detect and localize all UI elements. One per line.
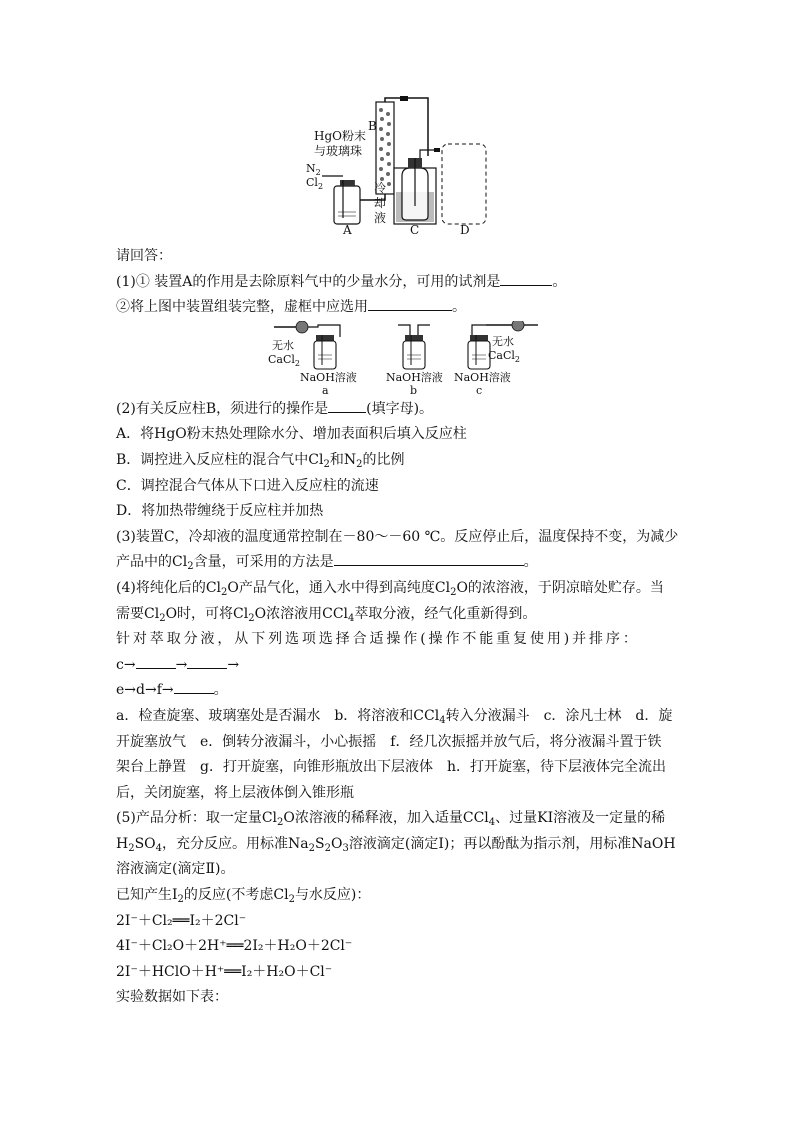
q2: (2)有关反应柱B，须进行的操作是 (填字母)。: [116, 397, 686, 423]
apparatus-diagram: [296, 96, 496, 236]
q4-line2: 需要$Cl_2O$时，可将$Cl_2O$浓溶液用CCl$_4$萃取分液，经气化重新得到。: [116, 605, 537, 624]
label-hgo-2: 与玻璃珠: [314, 144, 363, 158]
anhydrous-left-1: 无水: [272, 338, 294, 352]
q4-options-line3: 架台上静置 g．打开旋塞，向锥形瓶放出下层液体 h．打开旋塞，待下层液体完全流出: [116, 759, 666, 776]
answer-blank[interactable]: [368, 296, 452, 311]
label-c: c: [476, 383, 483, 397]
answer-blank[interactable]: [328, 398, 366, 413]
label-cool-3: 液: [374, 211, 387, 225]
naoh-c: NaOH溶液: [454, 370, 511, 384]
naoh-b: NaOH溶液: [386, 370, 443, 384]
q5-line1: (5)产品分析：取一定量$Cl_2O$浓溶液的稀释液，加入适量CCl$_4$、过量KI溶液及一定量的稀: [116, 810, 666, 829]
anhydrous-left-2: CaCl$_2$: [268, 352, 301, 368]
options-diagram: [266, 321, 566, 397]
answer-blank[interactable]: [174, 679, 214, 694]
answer-blank[interactable]: [500, 271, 552, 286]
q4-sequence-1: c→ → →: [116, 653, 686, 679]
label-a: A: [343, 223, 352, 236]
apparatus-figure: [296, 96, 496, 236]
known-reactions-intro: 已知产生$I_2$的反应(不考虑$Cl_2$与水反应)：: [116, 887, 371, 906]
answer-blank[interactable]: [187, 654, 227, 669]
options-figure: [116, 321, 686, 397]
q2-option-b: B．调控进入反应柱的混合气中$Cl_2$和$N_2$的比例: [116, 451, 405, 470]
label-n2: $N_2$: [306, 162, 321, 177]
label-cl2: $Cl_2$: [306, 176, 324, 191]
label-b: b: [410, 383, 418, 397]
q4-options-line4: 后，关闭旋塞，将上层液体倒入锥形瓶: [116, 784, 354, 801]
label-cool-2: 却: [374, 196, 387, 210]
option-b-apparatus: [398, 325, 430, 369]
label-hgo-1: HgO粉末: [314, 129, 366, 143]
q5-line2: $H_2SO_4$，充分反应。用标准$Na_2S_2O_3$溶液滴定(滴定Ⅰ)；再以酚酞为指示剂，用标准NaOH: [116, 835, 676, 854]
naoh-a: NaOH溶液: [300, 370, 357, 384]
q5-line3: 溶液滴定(滴定Ⅱ)。: [116, 861, 235, 878]
answer-blank[interactable]: [334, 551, 524, 566]
drying-bottle-a: [334, 186, 360, 224]
q3-line2: 产品中的$Cl_2$含量，可采用的方法是 。: [116, 550, 686, 576]
q4-line3: 针对萃取分液，从下列选项选择合适操作(操作不能重复使用)并排序：: [116, 631, 640, 648]
anhydrous-right-2: CaCl$_2$: [488, 348, 521, 364]
label-d: D: [460, 223, 470, 236]
q2-option-a: A．将HgO粉末热处理除水分、增加表面积后填入反应柱: [116, 426, 467, 443]
table-intro: 实验数据如下表：: [116, 989, 228, 1006]
label-c: C: [410, 223, 420, 236]
question-text: [116, 244, 686, 1011]
q2-option-d: D．将加热带缠绕于反应柱并加热: [116, 503, 324, 520]
q1-part2: ②将上图中装置组装完整，虚框中应选用 。: [116, 295, 686, 321]
answer-blank[interactable]: [136, 654, 176, 669]
equation-2: 4I⁻＋Cl₂O＋2H⁺══2I₂＋H₂O＋2Cl⁻: [116, 938, 353, 955]
intro: 请回答：: [116, 248, 172, 264]
q2-option-c: C．调控混合气体从下口进入反应柱的流速: [116, 477, 379, 494]
equation-1: 2I⁻＋Cl₂══I₂＋2Cl⁻: [116, 912, 247, 929]
equation-3: 2I⁻＋HClO＋H⁺══I₂＋H₂O＋Cl⁻: [116, 963, 333, 980]
q4-sequence-2: e→d→f→ 。: [116, 678, 686, 704]
placeholder-box-d: [442, 144, 486, 224]
label-cool-1: 冷: [374, 181, 387, 195]
q3-line1: (3)装置C，冷却液的温度通常控制在－80～－60 ℃。反应停止后，温度保持不变，为减少: [116, 528, 679, 545]
q4-options-line2: 开旋塞放气 e．倒转分液漏斗，小心振摇 f．经几次振摇并放气后，将分液漏斗置于铁: [116, 733, 662, 750]
label-a: a: [322, 383, 329, 397]
q4-options-line1: a．检查旋塞、玻璃塞处是否漏水 b．将溶液和CCl$_4$转入分液漏斗 c．涂凡士林 d．旋: [116, 707, 673, 726]
label-b: B: [368, 119, 377, 133]
q4-line1: (4)将纯化后的$Cl_2O$产品气化，通入水中得到高纯度$Cl_2O$的浓溶液，于阴凉暗处贮存。当: [116, 579, 664, 598]
q1-part1: (1)① 装置A的作用是去除原料气中的少量水分，可用的试剂是 。: [116, 270, 686, 296]
anhydrous-right-1: 无水: [492, 334, 514, 348]
